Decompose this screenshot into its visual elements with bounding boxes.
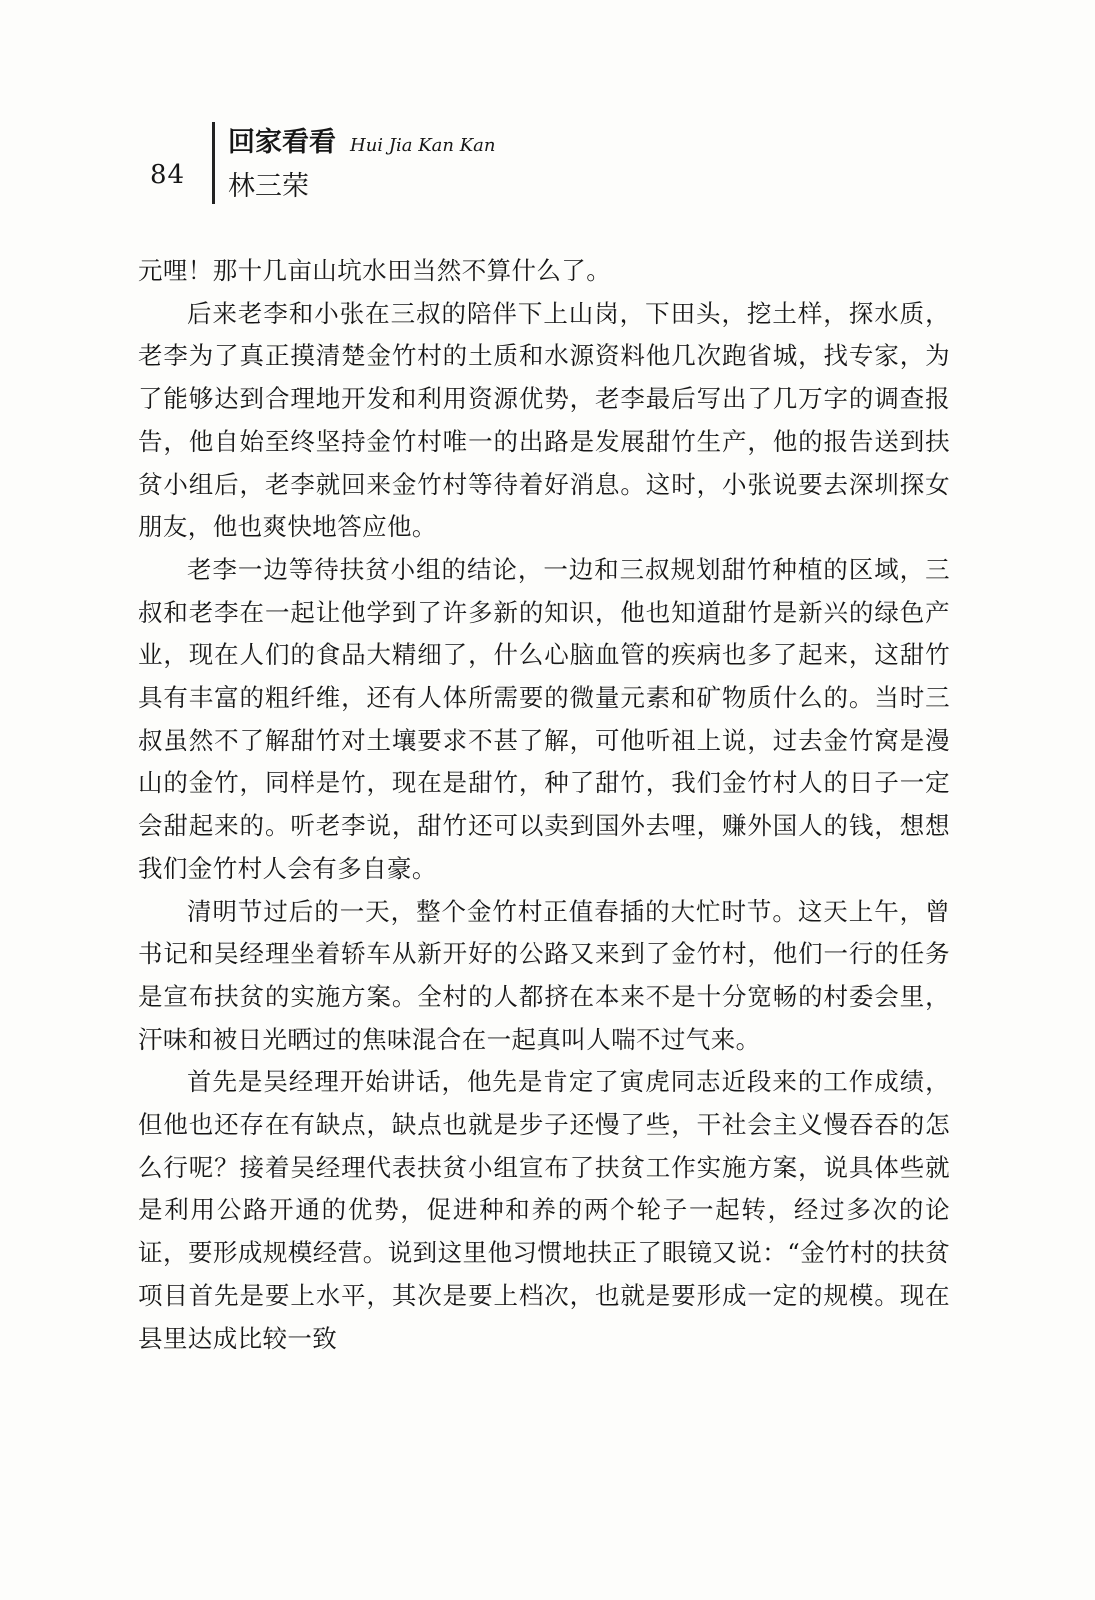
author-name: 林三荣 xyxy=(228,171,309,202)
book-title xyxy=(228,120,495,159)
paragraph: 首先是吴经理开始讲话，他先是肯定了寅虎同志近段来的工作成绩，但他也还存在有缺点，缺点也就是步子还慢了些，干社会主义慢吞吞的怎么行呢？接着吴经理代表扶贫小组宣布了扶贫工作实施方案，说具体些就是利用公路开通的优势，促进种和养的两个轮子一起转，经过多次的论证，要形成规模经营。说到这里他习惯地扶正了眼镜又说：“金竹村的扶贫项目首先是要上水平，其次是要上档次，也就是要形成一定的规模。现在县里达成比较一致 xyxy=(138,1067,950,1353)
body-text xyxy=(138,250,950,1360)
book-title-chinese: 回家看看 xyxy=(228,127,336,158)
paragraph-continued: 元哩！那十几亩山坑水田当然不算什么了。 xyxy=(138,256,612,285)
page-number: 84 xyxy=(150,160,186,190)
paragraph: 老李一边等待扶贫小组的结论，一边和三叔规划甜竹种植的区域，三叔和老李在一起让他学到了许多新的知识，他也知道甜竹是新兴的绿色产业，现在人们的食品大精细了，什么心脑血管的疾病也多了起来，这甜竹具有丰富的粗纤维，还有人体所需要的微量元素和矿物质什么的。当时三叔虽然不了解甜竹对土壤要求不甚了解，可他听祖上说，过去金竹窝是漫山的金竹，同样是竹，现在是甜竹，种了甜竹，我们金竹村人的日子一定会甜起来的。听老李说，甜竹还可以卖到国外去哩，赚外国人的钱，想想我们金竹村人会有多自豪。 xyxy=(138,554,950,883)
header-divider xyxy=(212,122,215,204)
book-title-pinyin: Hui Jia Kan Kan xyxy=(350,135,496,156)
paragraph: 后来老李和小张在三叔的陪伴下上山岗，下田头，挖土样，探水质，老李为了真正摸清楚金竹村的土质和水源资料他几次跑省城，找专家，为了能够达到合理地开发和利用资源优势，老李最后写出了几万字的调查报告，他自始至终坚持金竹村唯一的出路是发展甜竹生产，他的报告送到扶贫小组后，老李就回来金竹村等待着好消息。这时，小张说要去深圳探女朋友，他也爽快地答应他。 xyxy=(138,298,950,542)
paragraph: 清明节过后的一天，整个金竹村正值春插的大忙时节。这天上午，曾书记和吴经理坐着轿车从新开好的公路又来到了金竹村，他们一行的任务是宣布扶贫的实施方案。全村的人都挤在本来不是十分宽畅的村委会里，汗味和被日光晒过的焦味混合在一起真叫人喘不过气来。 xyxy=(138,896,950,1054)
